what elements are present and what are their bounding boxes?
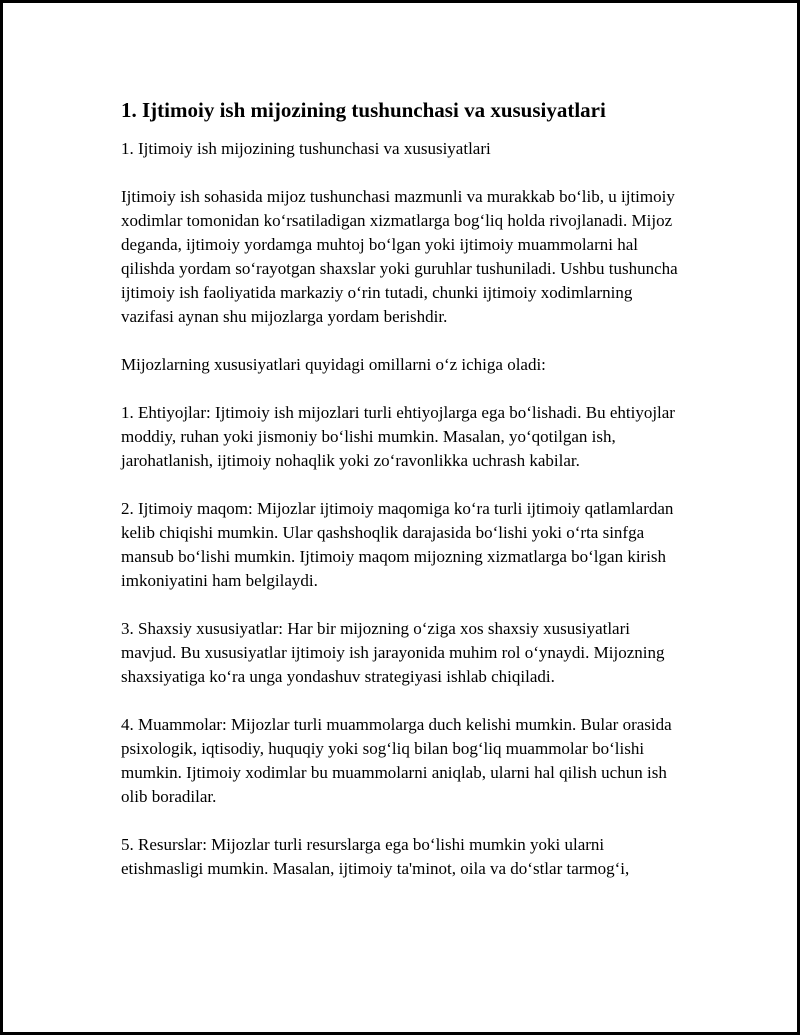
- document-content: [121, 95, 689, 905]
- paragraph-intro: Ijtimoiy ish sohasida mijoz tushunchasi mazmunli va murakkab bo‘lib, u ijtimoiy xodimlar tomonidan ko‘rsatiladigan xizmatlarga bog‘liq holda rivojlanadi. Mijoz deganda, ijtimoiy yordamga muhtoj bo‘lgan yoki ijtimoiy muammolarni hal qilishda yordam so‘rayotgan shaxslar yoki guruhlar tushuniladi. Ushbu tushuncha ijtimoiy ish faoliyatida markaziy o‘rin tutadi, chunki ijtimoiy xodimlarning vazifasi aynan shu mijozlarga yordam berishdir.: [121, 187, 678, 326]
- paragraph-problems: 4. Muammolar: Mijozlar turli muammolarga duch kelishi mumkin. Bular orasida psixologik, iqtisodiy, huquqiy yoki sog‘liq bilan bog‘liq muammolar bo‘lishi mumkin. Ijtimoiy xodimlar bu muammolarni aniqlab, ularni hal qilish uchun ish olib boradilar.: [121, 715, 672, 806]
- document-subtitle: 1. Ijtimoiy ish mijozining tushunchasi va xususiyatlari: [121, 139, 491, 158]
- paragraph-resources: 5. Resurslar: Mijozlar turli resurslarga ega bo‘lishi mumkin yoki ularni etishmasligi mumkin. Masalan, ijtimoiy ta'minot, oila va do‘stlar tarmog‘i,: [121, 835, 630, 878]
- document-title: 1. Ijtimoiy ish mijozining tushunchasi va xususiyatlari: [121, 98, 606, 122]
- paragraph-personal-traits: 3. Shaxsiy xususiyatlar: Har bir mijozning o‘ziga xos shaxsiy xususiyatlari mavjud. Bu xususiyatlar ijtimoiy ish jarayonida muhim rol o‘ynaydi. Mijozning shaxsiyatiga ko‘ra unga yondashuv strategiyasi ishlab chiqiladi.: [121, 619, 665, 686]
- paragraph-lead-in: Mijozlarning xususiyatlari quyidagi omillarni o‘z ichiga oladi:: [121, 355, 546, 374]
- paragraph-social-status: 2. Ijtimoiy maqom: Mijozlar ijtimoiy maqomiga ko‘ra turli ijtimoiy qatlamlardan kelib chiqishi mumkin. Ular qashshoqlik darajasida bo‘lishi yoki o‘rta sinfga mansub bo‘lishi mumkin. Ijtimoiy maqom mijozning xizmatlarga bo‘lgan kirish imkoniyatini ham belgilaydi.: [121, 499, 674, 590]
- paragraph-needs: 1. Ehtiyojlar: Ijtimoiy ish mijozlari turli ehtiyojlarga ega bo‘lishadi. Bu ehtiyojlar moddiy, ruhan yoki jismoniy bo‘lishi mumkin. Masalan, yo‘qotilgan ish, jarohatlanish, ijtimoiy nohaqlik yoki zo‘ravonlikka uchrash kabilar.: [121, 403, 675, 470]
